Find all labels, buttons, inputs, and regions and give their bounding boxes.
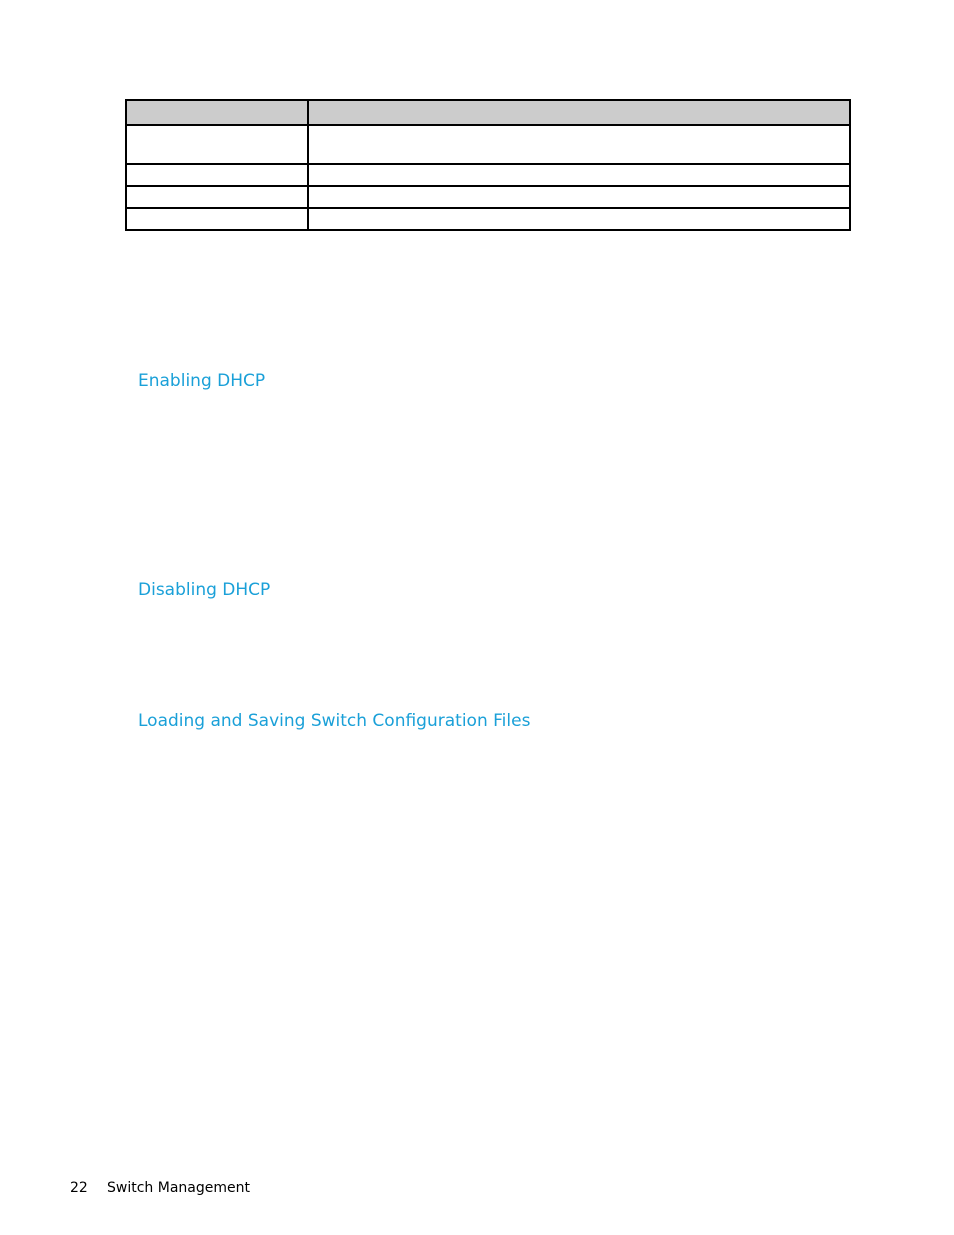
table-cell [308,208,850,230]
table-cell [126,164,308,186]
table-row [126,125,850,164]
table-cell [308,125,850,164]
table-cell [126,186,308,208]
table-row [126,208,850,230]
table-cell [308,186,850,208]
table-cell [308,164,850,186]
section-heading-disabling-dhcp: Disabling DHCP [138,580,271,600]
page-footer [70,1180,250,1196]
parameter-table [125,99,851,231]
footer-section-title: Switch Management [107,1180,250,1196]
section-heading-enabling-dhcp: Enabling DHCP [138,371,266,391]
section-heading-loading-saving-config: Loading and Saving Switch Configuration Files [138,711,531,731]
table-header-cell [126,100,308,125]
table-header-row [126,100,850,125]
table-cell [126,208,308,230]
table-cell [126,125,308,164]
table-row [126,186,850,208]
page-number: 22 [70,1180,88,1196]
table-row [126,164,850,186]
table-header-cell [308,100,850,125]
